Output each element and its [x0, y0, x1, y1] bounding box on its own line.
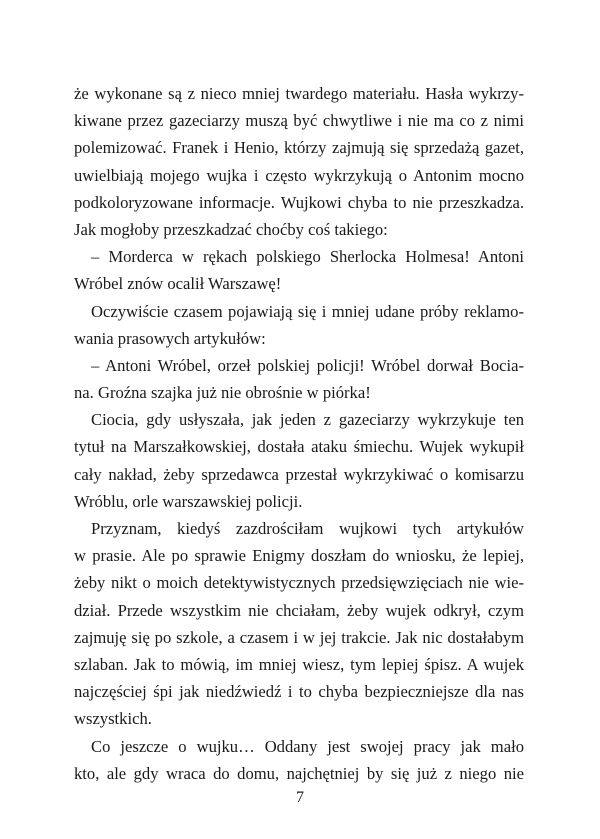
page-body	[74, 80, 524, 787]
text-line: dział. Przede wszystkim nie chciałam, żeby wujek odkrył, czym	[74, 600, 524, 620]
text-line: Co jeszcze o wujku… Oddany jest swojej pracy jak mało	[91, 736, 524, 756]
text-line: podkoloryzowane informacje. Wujkowi chyba to nie przeszkadza.	[74, 192, 524, 212]
text-line: tytuł na Marszałkowskiej, dostała ataku śmiechu. Wujek wykupił	[74, 437, 524, 457]
text-line: kiwane przez gazeciarzy muszą być chwytliwe i nie ma co z nimi	[74, 111, 524, 131]
text-line: najczęściej śpi jak niedźwiedź i to chyba bezpieczniejsze dla nas	[74, 682, 524, 702]
text-line: w prasie. Ale po sprawie Enigmy doszłam do wniosku, że lepiej,	[74, 546, 524, 566]
text-line: na. Groźna szajka już nie obrośnie w piórka!	[74, 383, 371, 403]
text-line: uwielbiają mojego wujka i często wykrzykują o Antonim mocno	[74, 165, 524, 185]
text-line: Ciocia, gdy usłyszała, jak jeden z gazeciarzy wykrzykuje ten	[91, 410, 524, 430]
text-line: że wykonane są z nieco mniej twardego materiału. Hasła wykrzy-	[74, 84, 524, 103]
text-line: polemizować. Franek i Henio, którzy zajmują się sprzedażą gazet,	[74, 138, 524, 158]
text-line: Jak mogłoby przeszkadzać choćby coś takiego:	[74, 219, 388, 239]
text-line: Przyznam, kiedyś zazdrościłam wujkowi tych artykułów	[91, 519, 524, 538]
text-line: Oczywiście czasem pojawiają się i mniej udane próby reklamo-	[91, 301, 524, 321]
text-line: zajmuję się po szkole, a czasem i w jej trakcie. Jak nic dostałabym	[74, 627, 524, 647]
text-line: – Morderca w rękach polskiego Sherlocka Holmesa! Antoni	[91, 247, 524, 267]
text-line: żeby nikt o moich detektywistycznych przedsięwzięciach nie wie-	[74, 573, 524, 593]
text-line: Wróbel znów ocalił Warszawę!	[74, 274, 282, 294]
text-line: kto, ale gdy wraca do domu, najchętniej by się już z niego nie	[74, 763, 524, 783]
text-line: szlaban. Jak to mówią, im mniej wiesz, tym lepiej śpisz. A wujek	[74, 654, 524, 674]
text-line: – Antoni Wróbel, orzeł polskiej policji! Wróbel dorwał Bocia-	[91, 355, 524, 375]
text-line: wszystkich.	[74, 709, 152, 729]
text-line: wania prasowych artykułów:	[74, 328, 266, 348]
text-line: cały nakład, żeby sprzedawca przestał wykrzykiwać o komisarzu	[74, 464, 524, 484]
page-number: 7	[296, 789, 304, 806]
text-line: Wróblu, orle warszawskiej policji.	[74, 491, 303, 511]
